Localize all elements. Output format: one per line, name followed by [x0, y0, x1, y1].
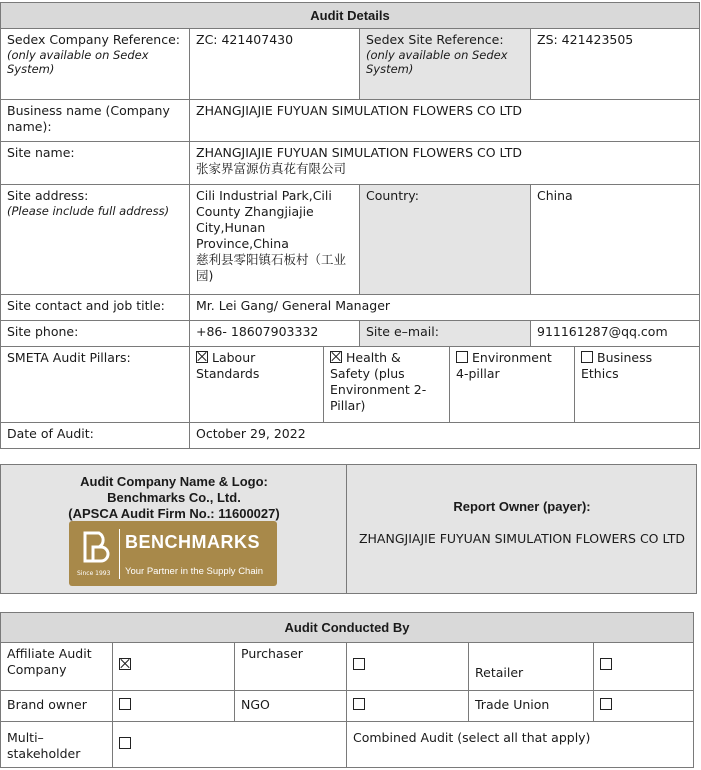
phone-label: Site phone: — [1, 321, 190, 347]
trade-union-cell[interactable] — [594, 691, 694, 722]
benchmarks-logo — [69, 521, 277, 586]
site-name-label: Site name: — [1, 142, 190, 185]
site-address-label: Site address: — [7, 188, 89, 203]
health-safety-checkbox[interactable] — [330, 351, 342, 363]
trade-union-label: Trade Union — [469, 691, 594, 722]
pillar-labour[interactable] — [190, 347, 324, 423]
affiliate-label: Affiliate Audit Company — [1, 643, 113, 691]
purchaser-label: Purchaser — [235, 643, 347, 691]
pillar-health-safety-label: Health & Safety (plus Environment 2-Pillar) — [330, 350, 427, 413]
site-address-value-cell — [190, 185, 360, 295]
pillar-business-ethics[interactable] — [575, 347, 700, 423]
site-address-value: Cili Industrial Park,Cili County Zhangjiajie City,Hunan Province,China — [196, 188, 332, 251]
logo-mark-icon — [79, 530, 113, 564]
site-address-note: (Please include full address) — [7, 204, 170, 218]
business-name-label: Business name (Company name): — [1, 100, 190, 142]
brand-owner-label: Brand owner — [1, 691, 113, 722]
company-ref-label: Sedex Company Reference: — [7, 32, 180, 47]
contact-value: Mr. Lei Gang/ General Manager — [190, 295, 700, 321]
retailer-checkbox[interactable] — [600, 658, 612, 670]
conducted-by-title: Audit Conducted By — [1, 613, 694, 643]
logo-brand-text: BENCHMARKS — [125, 532, 260, 552]
pillar-environment[interactable] — [450, 347, 575, 423]
country-value: China — [531, 185, 700, 295]
site-name-value: ZHANGJIAJIE FUYUAN SIMULATION FLOWERS CO LTD — [196, 145, 523, 160]
multi-stakeholder-cell[interactable] — [113, 722, 347, 768]
site-ref-label-cell — [360, 29, 531, 100]
environment-checkbox[interactable] — [456, 351, 468, 363]
audit-details-table — [0, 2, 700, 347]
audit-company-name: Benchmarks Co., Ltd. — [107, 490, 241, 505]
site-ref-value: ZS: 421423505 — [531, 29, 700, 100]
affiliate-checkbox[interactable] — [119, 658, 131, 670]
pillar-health-safety[interactable] — [324, 347, 450, 423]
apsca-number: (APSCA Audit Firm No.: 11600027) — [68, 506, 280, 521]
trade-union-checkbox[interactable] — [600, 698, 612, 710]
affiliate-cell[interactable] — [113, 643, 235, 691]
report-owner-value: ZHANGJIAJIE FUYUAN SIMULATION FLOWERS CO LTD — [358, 531, 686, 546]
business-name-value: ZHANGJIAJIE FUYUAN SIMULATION FLOWERS CO LTD — [190, 100, 700, 142]
phone-value: +86- 18607903332 — [190, 321, 360, 347]
email-label: Site e–mail: — [360, 321, 531, 347]
retailer-label: Retailer — [469, 643, 594, 691]
audit-company-box — [0, 464, 697, 594]
ngo-label: NGO — [235, 691, 347, 722]
company-ref-note: (only available on Sedex System) — [7, 48, 149, 76]
logo-tagline-text: Your Partner in the Supply Chain — [125, 566, 264, 577]
company-ref-value: ZC: 421407430 — [190, 29, 360, 100]
purchaser-checkbox[interactable] — [353, 658, 365, 670]
ngo-checkbox[interactable] — [353, 698, 365, 710]
pillar-labour-label: Labour Standards — [196, 350, 260, 381]
country-label: Country: — [360, 185, 531, 295]
pillars-label: SMETA Audit Pillars: — [1, 347, 190, 423]
audit-company-left — [1, 465, 347, 593]
pillar-environment-label: Environment 4-pillar — [456, 350, 552, 381]
logo-divider — [119, 529, 120, 579]
site-name-value-cn: 张家界富源仿真花有限公司 — [196, 161, 347, 176]
logo-since-text: Since 1993 — [77, 570, 111, 577]
retailer-cell[interactable] — [594, 643, 694, 691]
brand-owner-checkbox[interactable] — [119, 698, 131, 710]
site-address-value-cn: 慈利县零阳镇石板村（工业园) — [196, 252, 347, 283]
site-name-value-cell — [190, 142, 700, 185]
company-ref-label-cell — [1, 29, 190, 100]
date-label: Date of Audit: — [1, 423, 190, 449]
audit-details-title: Audit Details — [1, 3, 700, 29]
purchaser-cell[interactable] — [347, 643, 469, 691]
labour-checkbox[interactable] — [196, 351, 208, 363]
report-owner-label: Report Owner (payer): — [453, 499, 591, 514]
audit-company-heading: Audit Company Name & Logo: — [80, 474, 268, 489]
conducted-by-table — [0, 612, 694, 768]
contact-label: Site contact and job title: — [1, 295, 190, 321]
brand-owner-cell[interactable] — [113, 691, 235, 722]
site-ref-label: Sedex Site Reference: — [366, 32, 504, 47]
business-ethics-checkbox[interactable] — [581, 351, 593, 363]
pillars-table — [0, 346, 700, 449]
combined-audit-label: Combined Audit (select all that apply) — [347, 722, 694, 768]
multi-stakeholder-checkbox[interactable] — [119, 737, 131, 749]
multi-stakeholder-label: Multi– stakeholder — [1, 722, 113, 768]
email-value: 911161287@qq.com — [531, 321, 700, 347]
pillar-business-ethics-label: Business Ethics — [581, 350, 653, 381]
site-address-label-cell — [1, 185, 190, 295]
ngo-cell[interactable] — [347, 691, 469, 722]
date-value: October 29, 2022 — [190, 423, 700, 449]
site-ref-note: (only available on Sedex System) — [366, 48, 508, 76]
